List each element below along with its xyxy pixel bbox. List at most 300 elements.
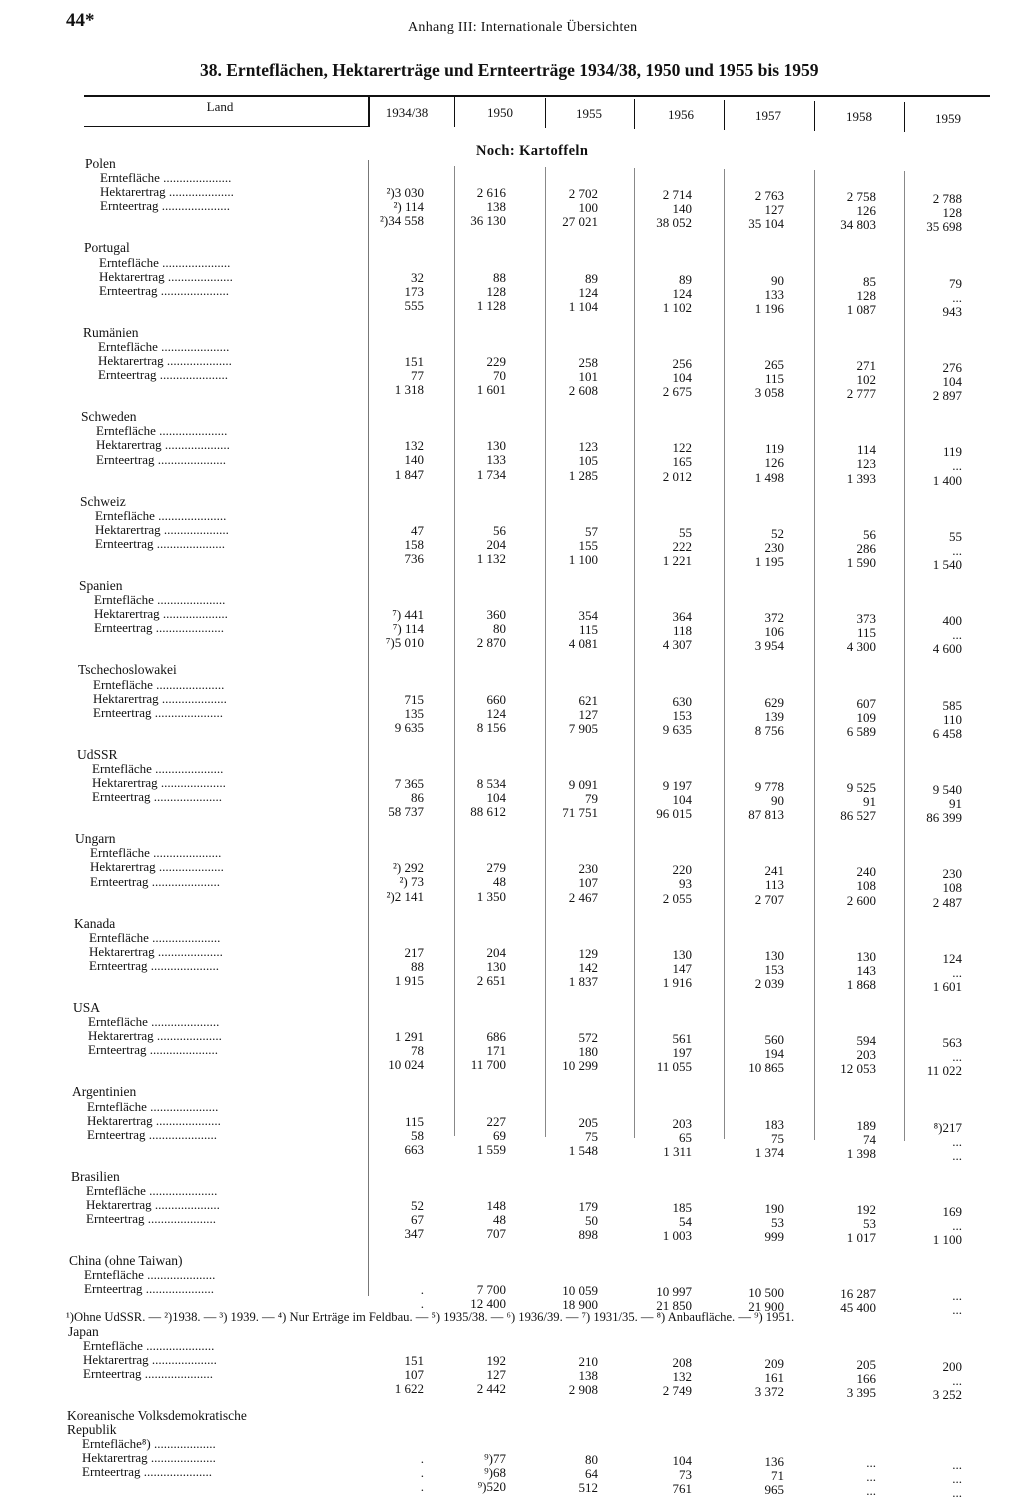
column-header-1959: 1959 (935, 111, 961, 126)
table-cell: 166 (856, 1370, 876, 1386)
table-cell: 1 102 (662, 299, 692, 315)
row-label: Ernteertrag ..................... (94, 620, 224, 636)
table-cell: 67 (411, 1212, 424, 1227)
column-header-1956: 1956 (668, 107, 694, 122)
row-label: Erntefläche ..................... (100, 170, 232, 186)
table-cell: 217 (404, 944, 424, 960)
table-cell: 943 (942, 303, 962, 319)
table-cell: 208 (672, 1354, 692, 1370)
table-cell: 1 195 (754, 553, 784, 569)
table-cell: 105 (578, 453, 598, 469)
table-cell: 12 053 (840, 1061, 876, 1077)
table-cell: 400 (942, 613, 962, 629)
table-cell: 135 (404, 705, 424, 721)
table-cell: 2 608 (568, 383, 598, 399)
table-cell: ... (866, 1455, 876, 1471)
table-cell: 9 635 (662, 721, 692, 737)
header-divider (634, 99, 635, 129)
table-cell: 1 837 (568, 973, 598, 989)
table-cell: 128 (856, 287, 876, 303)
table-cell: 138 (486, 199, 506, 215)
table-cell: 7 905 (568, 720, 598, 736)
table-cell: 90 (771, 272, 784, 288)
table-cell: 38 052 (656, 215, 692, 231)
table-cell: 32 (411, 269, 424, 285)
table-cell: 10 024 (388, 1057, 424, 1073)
table-cell: 2 908 (568, 1381, 598, 1397)
table-cell: 70 (493, 368, 506, 383)
table-cell: 1 104 (568, 298, 598, 314)
table-cell: 126 (856, 203, 876, 219)
table-cell: 87 813 (748, 807, 784, 823)
table-cell: 130 (486, 958, 506, 974)
row-label: Erntefläche ..................... (89, 929, 221, 945)
table-cell: 133 (764, 286, 784, 302)
table-cell: 227 (486, 1113, 506, 1129)
table-cell: 2 442 (476, 1380, 506, 1396)
table-cell: 1 559 (476, 1141, 506, 1157)
table-cell: ... (952, 1218, 962, 1233)
table-cell: 124 (486, 705, 506, 721)
row-label: Erntefläche⁸) ................... (82, 1436, 216, 1452)
table-cell: 8 756 (754, 722, 784, 738)
table-cell: 100 (578, 200, 598, 216)
table-cell: ... (952, 1049, 962, 1065)
table-cell: 88 612 (470, 804, 506, 820)
table-cell: 265 (764, 356, 784, 372)
table-cell: 271 (856, 357, 876, 373)
table-cell: 57 (585, 523, 598, 539)
table-cell: 151 (404, 353, 424, 369)
table-cell: 86 (411, 790, 424, 805)
row-label: Hektarertrag .................... (100, 184, 234, 200)
table-cell: ... (952, 1147, 962, 1163)
table-cell: 4 600 (932, 641, 962, 657)
table-cell: 115 (764, 371, 784, 386)
row-label: Ernteertrag ..................... (86, 1211, 216, 1227)
table-cell: 47 (411, 522, 424, 538)
row-label: Ernteertrag ..................... (90, 873, 220, 889)
table-cell: 9 778 (754, 778, 784, 794)
table-cell: . (420, 1296, 424, 1312)
table-cell: . (420, 1465, 424, 1481)
table-cell: 148 (486, 1197, 506, 1213)
table-cell: 190 (764, 1200, 784, 1216)
table-cell: 898 (578, 1227, 598, 1243)
table-cell: 132 (672, 1368, 692, 1384)
row-label: Erntefläche ..................... (99, 254, 231, 270)
table-cell: 158 (404, 536, 424, 552)
table-cell: 1 400 (932, 472, 962, 488)
table-cell: 200 (942, 1358, 962, 1374)
row-label: Ernteertrag ..................... (95, 535, 225, 551)
header-divider (904, 102, 905, 132)
table-cell: 10 299 (562, 1058, 598, 1074)
running-head: Anhang III: Internationale Übersichten (408, 20, 638, 35)
table-cell: 3 954 (754, 638, 784, 654)
table-cell: 71 (771, 1468, 784, 1484)
table-cell: 276 (942, 359, 962, 375)
row-label: Hektarertrag .................... (88, 1028, 222, 1044)
table-cell: 80 (585, 1452, 598, 1468)
row-label: Erntefläche ..................... (93, 676, 225, 692)
table-cell: ⁷) 114 (392, 621, 424, 637)
table-cell: ... (952, 1288, 962, 1304)
row-label: Hektarertrag .................... (93, 690, 227, 706)
country-name: Ungarn (75, 831, 116, 847)
table-cell: 1 128 (476, 297, 506, 313)
row-label: Ernteertrag ..................... (88, 1042, 218, 1058)
table-cell: 143 (856, 962, 876, 978)
country-name-line2: Republik (67, 1422, 117, 1437)
table-cell: ²)34 558 (380, 213, 424, 229)
table-cell: 85 (863, 273, 876, 289)
table-cell: 127 (578, 706, 598, 722)
row-label: Erntefläche ..................... (86, 1182, 218, 1198)
table-cell: 56 (863, 526, 876, 542)
table-cell: 572 (578, 1030, 598, 1046)
table-cell: 1 132 (476, 550, 506, 566)
header-top-rule (84, 95, 990, 97)
table-cell: 4 300 (846, 639, 876, 655)
table-cell: 194 (764, 1046, 784, 1062)
table-cell: 89 (585, 270, 598, 286)
table-cell: 1 087 (846, 301, 876, 317)
table-cell: 555 (404, 297, 424, 313)
table-cell: 48 (493, 1212, 506, 1227)
table-cell: 1 398 (846, 1145, 876, 1161)
table-cell: 10 500 (748, 1285, 784, 1301)
table-cell: 104 (486, 790, 506, 805)
row-label: Hektarertrag .................... (90, 859, 224, 875)
row-label: Ernteertrag ..................... (82, 1464, 212, 1480)
table-cell: 130 (672, 946, 692, 962)
row-label: Erntefläche ..................... (94, 592, 226, 608)
table-cell: 1 540 (932, 556, 962, 572)
table-cell: ... (952, 1485, 962, 1501)
table-cell: 1 017 (846, 1230, 876, 1246)
table-cell: 1 916 (662, 974, 692, 990)
table-cell: 161 (764, 1369, 784, 1385)
table-cell: 630 (672, 693, 692, 709)
row-label: Erntefläche ..................... (90, 845, 222, 861)
country-name: Koreanische Volksdemokratische (67, 1407, 247, 1423)
table-cell: 2 012 (662, 468, 692, 484)
table-cell: 126 (764, 455, 784, 471)
table-cell: 123 (578, 439, 598, 455)
table-cell: 965 (764, 1482, 784, 1498)
table-cell: 354 (578, 608, 598, 624)
table-cell: 372 (764, 610, 784, 626)
footnotes: ¹)Ohne UdSSR. — ²)1938. — ³) 1939. — ⁴) Nur Erträge im Feldbau. — ⁵) 1935/38. — ⁶) 1936/39. — ⁷) 1931/35. — ⁸) Anbaufläche. — ⁹) 1951. (66, 1310, 795, 1324)
table-cell: 185 (672, 1199, 692, 1215)
row-label: Ernteertrag ..................... (83, 1365, 213, 1381)
table-cell: ... (952, 1133, 962, 1149)
table-cell: 2 749 (662, 1382, 692, 1398)
table-cell: . (420, 1282, 424, 1298)
row-label: Hektarertrag .................... (96, 437, 230, 453)
table-cell: 1 221 (662, 552, 692, 568)
table-cell: 109 (856, 709, 876, 725)
table-cell: 1 393 (846, 470, 876, 486)
table-cell: 1 100 (568, 551, 598, 567)
table-cell: 2 616 (476, 185, 506, 201)
table-cell: ²) 73 (399, 874, 424, 890)
table-cell: 1 374 (754, 1144, 784, 1160)
table-cell: 180 (578, 1044, 598, 1060)
table-cell: ²)2 141 (386, 888, 424, 904)
country-name: Portugal (84, 240, 130, 256)
table-cell: 2 039 (754, 975, 784, 991)
table-cell: 124 (578, 284, 598, 300)
table-cell: 90 (771, 793, 784, 808)
table-cell: 35 104 (748, 216, 784, 232)
table-cell: 89 (679, 271, 692, 287)
section-heading: Noch: Kartoffeln (476, 143, 589, 159)
table-cell: 11 055 (656, 1059, 692, 1075)
row-label: Hektarertrag .................... (86, 1197, 220, 1212)
table-cell: 9 540 (932, 781, 962, 797)
table-cell: 34 803 (840, 217, 876, 233)
table-cell: 140 (672, 201, 692, 217)
table-cell: 7 700 (476, 1282, 506, 1298)
table-cell: 124 (672, 285, 692, 301)
row-label: Ernteertrag ..................... (92, 789, 222, 805)
table-cell: 2 707 (754, 891, 784, 907)
country-name: USA (73, 1000, 101, 1015)
table-cell: 761 (672, 1481, 692, 1497)
table-cell: 1 734 (476, 466, 506, 482)
table-cell: ... (952, 542, 962, 558)
table-cell: 1 003 (662, 1228, 692, 1244)
row-label: Ernteertrag ..................... (96, 451, 226, 467)
table-cell: 2 763 (754, 188, 784, 204)
table-cell: 197 (672, 1045, 692, 1061)
table-cell: 3 395 (846, 1384, 876, 1400)
table-title: 38. Ernteflächen, Hektarerträge und Ernteerträge 1934/38, 1950 und 1955 bis 1959 (200, 60, 819, 80)
table-cell: ... (952, 1302, 962, 1318)
table-cell: ⁷) 441 (392, 607, 424, 623)
table-cell: 96 015 (656, 806, 692, 822)
table-cell: 258 (578, 354, 598, 370)
table-cell: 107 (578, 875, 598, 891)
table-cell: 1 318 (394, 382, 424, 398)
table-cell: 54 (679, 1214, 692, 1229)
table-cell: 104 (672, 792, 692, 807)
table-cell: 58 737 (388, 804, 424, 820)
table-cell: ⁹)68 (484, 1465, 506, 1481)
table-cell: 130 (764, 947, 784, 963)
table-cell: 36 130 (470, 213, 506, 229)
table-cell: 108 (856, 878, 876, 894)
table-cell: 18 900 (562, 1297, 598, 1313)
table-cell: 147 (672, 960, 692, 976)
table-cell: 2 675 (662, 384, 692, 400)
table-cell: 78 (411, 1043, 424, 1059)
table-cell: 1 291 (394, 1029, 424, 1045)
table-cell: 189 (856, 1117, 876, 1133)
row-label: Ernteertrag ..................... (98, 367, 228, 383)
table-cell: 9 635 (394, 719, 424, 735)
table-cell: ⁹)520 (477, 1479, 506, 1495)
table-cell: 104 (942, 374, 962, 389)
row-label: Erntefläche ..................... (96, 423, 228, 439)
table-cell: 203 (856, 1047, 876, 1063)
table-cell: 2 758 (846, 189, 876, 205)
table-cell: 80 (493, 621, 506, 637)
header-bottom-rule (84, 126, 369, 127)
row-label: Hektarertrag .................... (98, 353, 232, 368)
table-cell: 74 (863, 1131, 876, 1147)
table-cell: 75 (771, 1130, 784, 1146)
table-cell: ... (952, 1457, 962, 1473)
table-cell: . (420, 1479, 424, 1495)
table-cell: 73 (679, 1467, 692, 1483)
page-number: 44* (66, 10, 95, 31)
table-cell: 52 (771, 525, 784, 541)
table-cell: 209 (764, 1355, 784, 1371)
table-cell: 8 534 (476, 775, 506, 791)
table-cell: 229 (486, 353, 506, 369)
table-cell: 220 (672, 862, 692, 878)
table-cell: 133 (486, 452, 506, 468)
table-cell: 256 (672, 355, 692, 371)
header-divider (724, 100, 725, 130)
column-header-1957: 1957 (755, 108, 781, 123)
table-cell: 663 (404, 1141, 424, 1157)
row-label: Hektarertrag .................... (82, 1450, 216, 1466)
table-cell: 192 (856, 1201, 876, 1217)
table-cell: 104 (672, 1453, 692, 1469)
row-label: Hektarertrag .................... (89, 943, 223, 959)
table-cell: 119 (942, 444, 962, 460)
table-cell: ... (952, 627, 962, 643)
country-name: Schweden (81, 409, 137, 425)
table-cell: 21 850 (656, 1298, 692, 1314)
table-cell: 153 (764, 961, 784, 977)
table-cell: 999 (764, 1229, 784, 1245)
table-cell: ... (952, 964, 962, 980)
table-cell: ... (952, 1372, 962, 1388)
table-cell: ... (952, 1471, 962, 1487)
table-cell: 6 458 (932, 725, 962, 741)
column-header-1955: 1955 (576, 106, 602, 121)
table-cell: 130 (486, 438, 506, 454)
table-cell: 2 777 (846, 386, 876, 402)
table-cell: 118 (672, 623, 692, 639)
table-cell: 1 622 (394, 1380, 424, 1396)
table-cell: 1 601 (932, 978, 962, 994)
table-cell: 1 100 (932, 1232, 962, 1248)
table-cell: 9 091 (568, 776, 598, 792)
table-cell: 130 (856, 948, 876, 964)
table-cell: 140 (404, 452, 424, 468)
table-cell: 9 525 (846, 779, 876, 795)
country-name: Spanien (79, 578, 123, 593)
table-cell: 279 (486, 860, 506, 876)
table-cell: 77 (411, 368, 424, 383)
row-label: Ernteertrag ..................... (87, 1126, 217, 1142)
row-label: Erntefläche ..................... (95, 507, 227, 523)
table-cell: 48 (493, 874, 506, 890)
row-label: Erntefläche ..................... (92, 760, 224, 776)
table-cell: ⁸)217 (933, 1119, 962, 1135)
table-cell: 93 (679, 876, 692, 892)
table-cell: 2 600 (846, 892, 876, 908)
table-cell: 102 (856, 372, 876, 387)
table-cell: 52 (411, 1197, 424, 1213)
table-cell: 1 915 (394, 972, 424, 988)
table-cell: 50 (585, 1213, 598, 1228)
table-cell: 107 (404, 1366, 424, 1382)
table-cell: 75 (585, 1128, 598, 1144)
table-cell: 16 287 (840, 1286, 876, 1302)
row-label: Hektarertrag .................... (83, 1351, 217, 1367)
table-cell: 1 498 (754, 469, 784, 485)
table-cell: 142 (578, 959, 598, 975)
table-cell: 122 (672, 440, 692, 456)
column-header-1934-38: 1934/38 (385, 105, 429, 120)
row-label: Hektarertrag .................... (94, 606, 228, 622)
row-label: Ernteertrag ..................... (84, 1281, 214, 1297)
table-cell: 10 997 (656, 1284, 692, 1300)
table-cell: 55 (679, 524, 692, 540)
table-cell: 71 751 (562, 805, 598, 821)
table-cell: 2 897 (932, 388, 962, 404)
table-cell: 69 (493, 1127, 506, 1143)
country-name: Kanada (74, 915, 116, 931)
country-name: Brasilien (71, 1168, 120, 1184)
table-cell: 660 (486, 691, 506, 707)
table-cell: 79 (585, 791, 598, 806)
table-cell: 563 (942, 1035, 962, 1051)
table-cell: 106 (764, 624, 784, 640)
table-cell: ... (866, 1469, 876, 1485)
row-label: Erntefläche ..................... (87, 1098, 219, 1114)
country-name: Rumänien (83, 324, 139, 340)
table-cell: 101 (578, 369, 598, 384)
country-name: UdSSR (77, 746, 118, 762)
table-cell: 360 (486, 607, 506, 623)
table-cell: 10 865 (748, 1060, 784, 1076)
table-cell: 139 (764, 708, 784, 724)
table-cell: 132 (404, 438, 424, 454)
table-cell: 2 870 (476, 635, 506, 651)
table-cell: ... (952, 458, 962, 474)
table-cell: 203 (672, 1115, 692, 1131)
row-label: Hektarertrag .................... (87, 1112, 221, 1128)
table-cell: 1 868 (846, 976, 876, 992)
table-cell: 1 548 (568, 1142, 598, 1158)
table-cell: ²)3 030 (386, 185, 424, 201)
table-cell: 230 (578, 861, 598, 877)
table-cell: 12 400 (470, 1296, 506, 1312)
table-cell: 91 (949, 796, 962, 811)
country-name: Argentinien (72, 1084, 137, 1100)
table-cell: 222 (672, 538, 692, 554)
table-cell: 240 (856, 864, 876, 880)
table-cell: 607 (856, 695, 876, 711)
table-cell: 7 365 (394, 775, 424, 791)
table-cell: 6 589 (846, 723, 876, 739)
country-name: China (ohne Taiwan) (69, 1253, 183, 1269)
table-cell: 127 (486, 1366, 506, 1382)
column-header-1950: 1950 (487, 105, 513, 120)
table-cell: 108 (942, 880, 962, 896)
table-cell: 128 (942, 205, 962, 221)
table-cell: ⁷)5 010 (385, 635, 424, 651)
header-divider (545, 98, 546, 128)
